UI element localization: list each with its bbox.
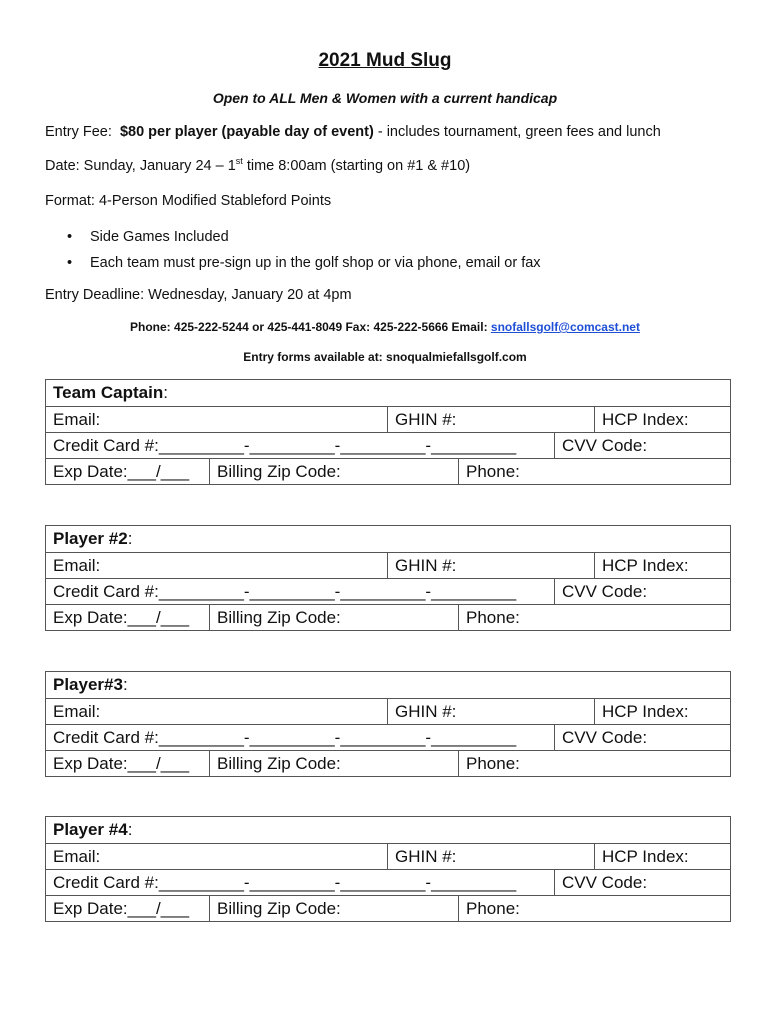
list-item: • Each team must pre-sign up in the golf shop or via phone, email or fax <box>45 253 541 279</box>
forms-available-line: Entry forms available at: snoqualmiefallsgolf.com <box>243 350 527 364</box>
billing-row <box>46 604 730 630</box>
billing-zip-field[interactable]: Billing Zip Code: <box>209 605 458 630</box>
cvv-field[interactable]: CVV Code: <box>554 870 732 895</box>
phone-field[interactable]: Phone: <box>458 605 732 630</box>
page-subtitle: Open to ALL Men & Women with a current handicap <box>212 90 558 106</box>
player-label-cell: Player #4: <box>53 820 133 839</box>
exp-date-field[interactable]: Exp Date:___/___ <box>53 462 190 481</box>
ghin-field[interactable]: GHIN #: <box>387 553 594 578</box>
ghin-field[interactable]: GHIN #: <box>387 844 594 869</box>
credit-card-field[interactable]: Credit Card #:_________-_________-_________-_________ <box>53 873 517 892</box>
player-header-row <box>46 817 730 843</box>
entry-fee-line <box>45 124 661 140</box>
player-label-cell: Player#3: <box>53 675 128 694</box>
exp-date-field[interactable]: Exp Date:___/___ <box>53 608 190 627</box>
phone-field[interactable]: Phone: <box>458 751 732 776</box>
exp-date-field[interactable]: Exp Date:___/___ <box>53 899 190 918</box>
email-row <box>46 698 730 724</box>
player-header-row <box>46 380 730 406</box>
phone-field[interactable]: Phone: <box>458 896 732 921</box>
billing-row <box>46 895 730 921</box>
entry-fee-details: - includes tournament, green fees and lunch <box>373 124 661 140</box>
player-label-cell: Player #2: <box>53 529 133 548</box>
date-prefix: Date: Sunday, January 24 – 1 <box>45 158 236 174</box>
contact-line <box>0 320 770 334</box>
player-label: Player #2 <box>53 529 128 548</box>
player-label: Team Captain <box>53 383 164 402</box>
format-line: Format: 4-Person Modified Stableford Points <box>45 193 332 209</box>
email-field[interactable]: Email: <box>53 556 101 575</box>
phone-field[interactable]: Phone: <box>458 459 732 484</box>
date-details: time 8:00am (starting on #1 & #10) <box>242 158 471 174</box>
email-field[interactable]: Email: <box>53 702 101 721</box>
email-row <box>46 406 730 432</box>
billing-zip-field[interactable]: Billing Zip Code: <box>209 459 458 484</box>
hcp-index-field[interactable]: HCP Index: <box>594 844 732 869</box>
hcp-index-field[interactable]: HCP Index: <box>594 407 732 432</box>
credit-card-field[interactable]: Credit Card #:_________-_________-_________-_________ <box>53 728 517 747</box>
cvv-field[interactable]: CVV Code: <box>554 725 732 750</box>
email-row <box>46 552 730 578</box>
player-label: Player #4 <box>53 820 128 839</box>
date-line <box>45 158 470 174</box>
billing-row <box>46 750 730 776</box>
exp-date-field[interactable]: Exp Date:___/___ <box>53 754 190 773</box>
player-label: Player#3 <box>53 675 123 694</box>
billing-row <box>46 458 730 484</box>
list-item: • Side Games Included <box>45 227 541 253</box>
player-label-cell: Team Captain: <box>53 383 168 402</box>
email-field[interactable]: Email: <box>53 410 101 429</box>
billing-zip-field[interactable]: Billing Zip Code: <box>209 751 458 776</box>
billing-zip-field[interactable]: Billing Zip Code: <box>209 896 458 921</box>
page-title: 2021 Mud Slug <box>318 50 452 71</box>
bullet-list <box>45 227 541 279</box>
player-table <box>45 525 731 631</box>
player-table <box>45 816 731 922</box>
cvv-field[interactable]: CVV Code: <box>554 579 732 604</box>
hcp-index-field[interactable]: HCP Index: <box>594 553 732 578</box>
cvv-field[interactable]: CVV Code: <box>554 433 732 458</box>
hcp-index-field[interactable]: HCP Index: <box>594 699 732 724</box>
player-header-row <box>46 672 730 698</box>
credit-card-field[interactable]: Credit Card #:_________-_________-_________-_________ <box>53 582 517 601</box>
deadline-line: Entry Deadline: Wednesday, January 20 at 4pm <box>45 287 352 303</box>
credit-card-row <box>46 724 730 750</box>
email-row <box>46 843 730 869</box>
player-table <box>45 379 731 485</box>
email-link[interactable]: snofallsgolf@comcast.net <box>490 320 640 334</box>
credit-card-row <box>46 578 730 604</box>
ghin-field[interactable]: GHIN #: <box>387 407 594 432</box>
player-header-row <box>46 526 730 552</box>
credit-card-row <box>46 432 730 458</box>
contact-text: Phone: 425-222-5244 or 425-441-8049 Fax: 425-222-5666 Email: <box>130 320 491 334</box>
entry-fee-label: Entry Fee: <box>45 124 112 140</box>
player-table <box>45 671 731 777</box>
credit-card-row <box>46 869 730 895</box>
ghin-field[interactable]: GHIN #: <box>387 699 594 724</box>
credit-card-field[interactable]: Credit Card #:_________-_________-_________-_________ <box>53 436 517 455</box>
entry-fee-amount: $80 per player (payable day of event) <box>119 124 374 140</box>
email-field[interactable]: Email: <box>53 847 101 866</box>
date-ordinal: st <box>235 156 243 167</box>
